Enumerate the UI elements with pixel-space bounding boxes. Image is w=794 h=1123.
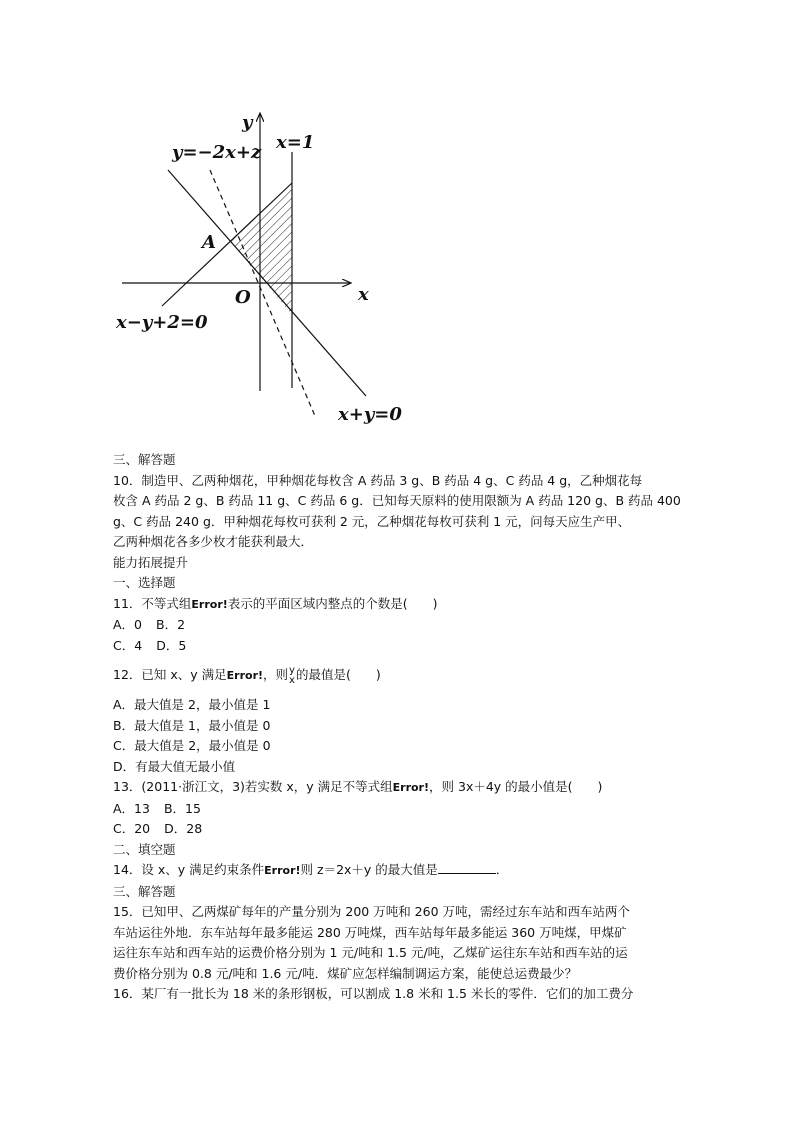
linear-programming-figure: [110, 108, 410, 433]
option: A．0: [113, 617, 143, 632]
error-field: Error!: [264, 864, 301, 877]
option: B．15: [163, 800, 201, 816]
option: D．有最大值无最小值: [113, 758, 236, 774]
error-field: Error!: [392, 781, 430, 794]
objective-dashed-line: [210, 170, 315, 416]
option: C．最大值是 2，最小值是 0: [113, 738, 271, 753]
constraint1-label: x−y+2=0: [116, 312, 208, 333]
objective-line-label: y=−2x+z: [172, 142, 262, 163]
section-heading: 二、填空题: [113, 841, 176, 857]
q13-stem: 13．(2011·浙江文，3)若实数 x，y 满足不等式组Error!，则 3x＋4y 的最小值是( ): [113, 779, 603, 794]
q13-options: [113, 819, 685, 840]
x-axis-label: x: [358, 284, 369, 305]
option: B．最大值是 1，最小值是 0: [113, 717, 271, 733]
q11-options: [113, 615, 685, 636]
section-heading: 一、选择题: [113, 575, 176, 590]
answer-blank: [438, 861, 496, 874]
q16-line: 16．某厂有一批长为 18 米的条形钢板，可以割成 1.8 米和 1.5 米长的零件．它们的加工费分: [113, 986, 634, 1001]
option: D．5: [156, 637, 187, 653]
q10-line: 10．制造甲、乙两种烟花，甲种烟花每枚含 A 药品 3 g、B 药品 4 g、C 药品 4 g，乙种烟花每: [113, 472, 643, 488]
section-heading: 三、解答题: [113, 452, 176, 467]
y-axis-label: y: [242, 112, 253, 133]
error-field: Error!: [191, 597, 228, 611]
constraint2-label: x+y=0: [338, 404, 402, 425]
q15-line: 15．已知甲、乙两煤矿每年的产量分别为 200 万吨和 260 万吨，需经过东车站和西车站两个: [113, 904, 631, 919]
q11-options: [113, 636, 685, 657]
x-equals-1-label: x=1: [276, 132, 315, 153]
option: A．最大值是 2，最小值是 1: [113, 697, 271, 712]
q13-options: [113, 799, 685, 820]
fraction-y-over-x: y x: [289, 664, 295, 686]
q10-line: 枚含 A 药品 2 g、B 药品 11 g、C 药品 6 g．已知每天原料的使用限额为 A 药品 120 g、B 药品 400: [113, 493, 681, 508]
q10-line: 乙两种烟花各多少枚才能获利最大．: [113, 534, 314, 549]
option: C．20: [113, 821, 151, 836]
q15-line: 费价格分别为 0.8 元/吨和 1.6 元/吨．煤矿应怎样编制调运方案，能使总运费最少？: [113, 965, 578, 981]
q11-stem: 11．不等式组Error!表示的平面区域内整点的个数是( ): [113, 595, 438, 611]
option: C．4: [113, 637, 143, 653]
section-heading: 三、解答题: [113, 883, 176, 899]
section-heading: 能力拓展提升: [113, 554, 189, 570]
q15-line: 车站运往外地．东车站每年最多能运 280 万吨煤，西车站每年最多能运 360 万吨煤，甲煤矿: [113, 924, 627, 940]
q14-stem: 14．设 x、y 满足约束条件Error!则 z＝2x＋y 的最大值是 ．: [113, 862, 509, 877]
option: D．28: [164, 821, 203, 836]
q15-line: 运往东车站和西车站的运费价格分别为 1 元/吨和 1.5 元/吨，乙煤矿运往东车站和西车站的运: [113, 945, 628, 960]
q12-stem: 12．已知 x、y 满足Error!，则 y x 的最值是( ): [113, 664, 381, 686]
error-field: Error!: [226, 669, 264, 682]
option: A．13: [113, 800, 150, 816]
point-a-label: A: [202, 232, 216, 253]
origin-label: O: [235, 287, 251, 308]
document-body: [113, 450, 685, 1005]
option: B．2: [156, 617, 186, 632]
q10-line: g、C 药品 240 g．甲种烟花每枚可获利 2 元，乙种烟花每枚可获利 1 元，问每天应生产甲、: [113, 513, 631, 529]
